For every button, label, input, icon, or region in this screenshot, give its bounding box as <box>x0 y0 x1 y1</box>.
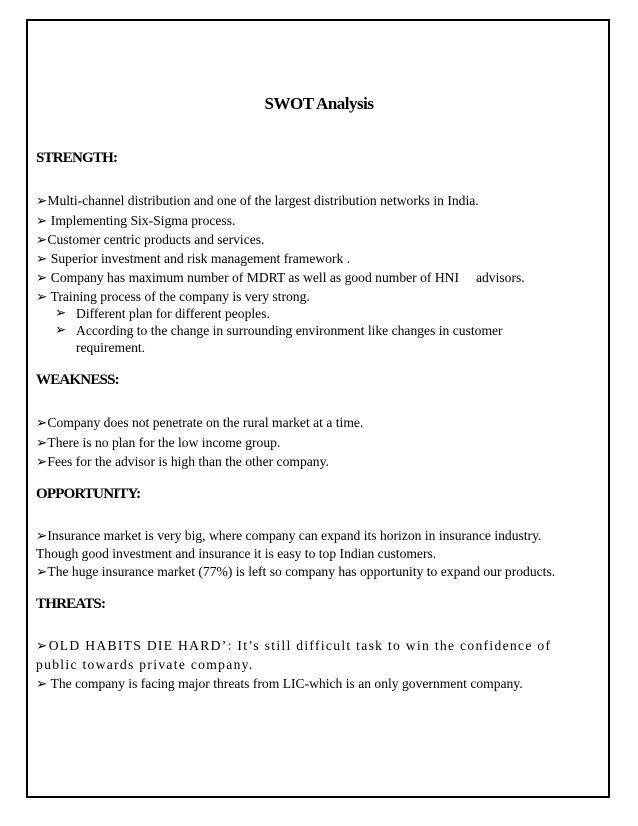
strength-sub-item-1: Different plan for different peoples. <box>76 306 270 321</box>
strength-item-6: ➢ Training process of the company is very strong. <box>36 289 310 304</box>
threats-item-1: ➢OLD HABITS DIE HARD’: It’s still difficult task to win the confidence of <box>36 638 552 653</box>
opportunity-item-2: ➢The huge insurance market (77%) is left so company has opportunity to expand our products. <box>36 564 556 579</box>
sub-arrow-icon: ➢ <box>55 322 67 337</box>
strength-heading: STRENGTH: <box>36 150 118 166</box>
sub-arrow-icon: ➢ <box>55 305 67 320</box>
strength-sub-item-2-cont: requirement. <box>76 340 146 355</box>
opportunity-item-1: ➢Insurance market is very big, where company can expand its horizon in insurance industry. <box>36 528 542 543</box>
strength-item-4: ➢ Superior investment and risk management framework . <box>36 251 351 266</box>
threats-heading: THREATS: <box>36 596 106 612</box>
strength-item-3: ➢Customer centric products and services. <box>36 232 265 247</box>
opportunity-heading: OPPORTUNITY: <box>36 486 141 502</box>
strength-sub-item-2: According to the change in surrounding environment like changes in customer <box>76 323 503 338</box>
document-title: SWOT Analysis <box>264 94 374 113</box>
threats-item-1-cont: public towards private company. <box>36 657 254 672</box>
strength-item-5: ➢ Company has maximum number of MDRT as well as good number of HNI advisors. <box>36 270 525 285</box>
strength-item-1: ➢Multi-channel distribution and one of the largest distribution networks in India. <box>36 193 479 208</box>
threats-item-2: ➢ The company is facing major threats from LIC-which is an only government company. <box>36 676 523 691</box>
weakness-heading: WEAKNESS: <box>36 372 119 388</box>
weakness-item-3: ➢Fees for the advisor is high than the other company. <box>36 454 329 469</box>
weakness-item-1: ➢Company does not penetrate on the rural market at a time. <box>36 415 364 430</box>
strength-item-2: ➢ Implementing Six-Sigma process. <box>36 213 236 228</box>
opportunity-item-1-cont: Though good investment and insurance it is easy to top Indian customers. <box>36 546 437 561</box>
weakness-item-2: ➢There is no plan for the low income group. <box>36 435 281 450</box>
